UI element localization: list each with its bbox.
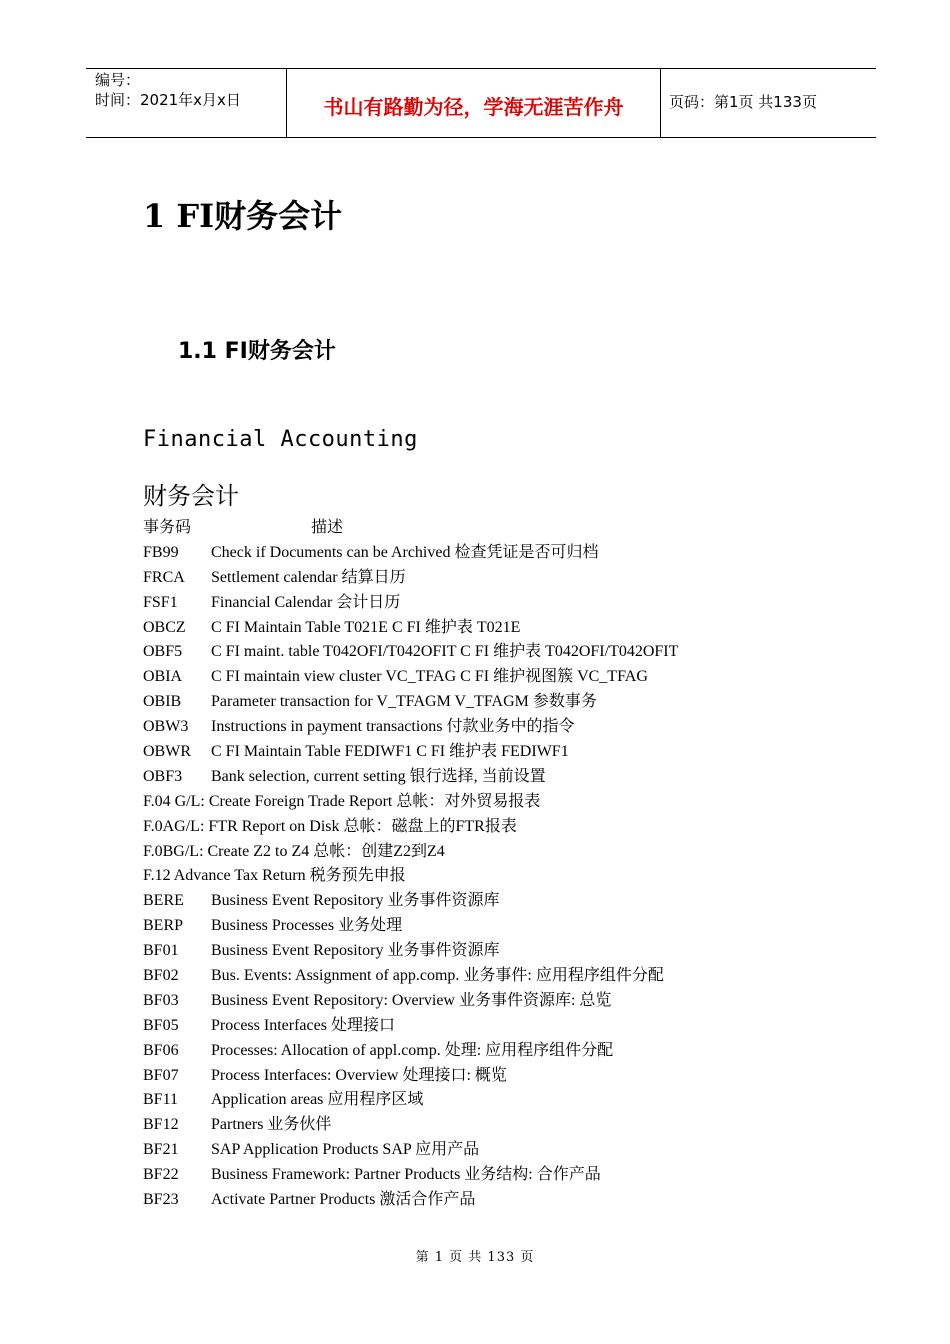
list-item xyxy=(143,566,873,591)
list-item xyxy=(143,989,873,1014)
row-desc: Financial Calendar 会计日历 xyxy=(211,593,401,611)
header-left-cell xyxy=(86,69,287,137)
list-item xyxy=(143,640,873,665)
list-item xyxy=(143,765,873,790)
list-item xyxy=(143,591,873,616)
list-item xyxy=(143,939,873,964)
row-desc: Business Event Repository: Overview 业务事件资源库: 总览 xyxy=(211,991,612,1009)
row-code: FB99 xyxy=(143,543,179,561)
row-code: OBIA xyxy=(143,668,183,686)
row-code: OBIB xyxy=(143,693,182,711)
list-item xyxy=(143,864,873,889)
header-center-cell xyxy=(287,69,661,137)
row-desc: Business Processes 业务处理 xyxy=(211,917,403,935)
list-item xyxy=(143,1064,873,1089)
row-desc: Activate Partner Products 激活合作产品 xyxy=(211,1191,476,1209)
row-desc: Partners 业务伙伴 xyxy=(211,1116,332,1134)
row-desc: SAP Application Products SAP 应用产品 xyxy=(211,1141,480,1159)
row-desc: Bank selection, current setting 银行选择, 当前设置 xyxy=(211,767,546,785)
row-code: BERP xyxy=(143,917,184,935)
row-desc: C FI Maintain Table FEDIWF1 C FI 维护表 FEDIWF1 xyxy=(211,743,569,761)
row-code: BERE xyxy=(143,892,184,910)
list-item xyxy=(143,790,873,815)
row-desc: Instructions in payment transactions 付款业务中的指令 xyxy=(211,718,575,736)
column-header-desc: 描述 xyxy=(311,519,344,536)
row-desc: Parameter transaction for V_TFAGM V_TFAGM 参数事务 xyxy=(211,693,597,711)
row-code: BF07 xyxy=(143,1066,179,1084)
list-item xyxy=(143,541,873,566)
header-right-cell xyxy=(661,69,876,137)
row-desc: Business Event Repository 业务事件资源库 xyxy=(211,892,500,910)
row-code: OBF3 xyxy=(143,767,183,785)
row-code: FRCA xyxy=(143,568,185,586)
row-code: BF01 xyxy=(143,942,179,960)
row-text: F.04 G/L: Create Foreign Trade Report 总帐：对外贸易报表 xyxy=(143,792,541,810)
page-header xyxy=(86,68,876,138)
row-desc: Bus. Events: Assignment of app.comp. 业务事件: 应用程序组件分配 xyxy=(211,967,664,985)
row-desc: C FI Maintain Table T021E C FI 维护表 T021E xyxy=(211,618,521,636)
page-footer: 第 1 页 共 133 页 xyxy=(415,1250,535,1265)
row-code: BF22 xyxy=(143,1166,179,1184)
list-item xyxy=(143,1188,873,1213)
time-label: 时间：2021年x月x日 xyxy=(95,91,241,109)
row-code: BF11 xyxy=(143,1091,178,1109)
list-item xyxy=(143,1088,873,1113)
page-info: 页码：第1页 共133页 xyxy=(669,93,817,111)
list-item xyxy=(143,616,873,641)
row-text: F.0AG/L: FTR Report on Disk 总帐：磁盘上的FTR报表 xyxy=(143,817,517,835)
row-code: BF12 xyxy=(143,1116,179,1134)
list-item xyxy=(143,1163,873,1188)
row-desc: Business Framework: Partner Products 业务结构: 合作产品 xyxy=(211,1166,601,1184)
list-item xyxy=(143,964,873,989)
transaction-list xyxy=(143,516,873,1213)
list-item xyxy=(143,1113,873,1138)
column-header-code: 事务码 xyxy=(143,519,192,536)
row-code: OBCZ xyxy=(143,618,186,636)
list-item xyxy=(143,690,873,715)
row-code: OBF5 xyxy=(143,643,183,661)
row-text: F.12 Advance Tax Return 税务预先申报 xyxy=(143,867,406,885)
section-title: 1.1 FI财务会计 xyxy=(178,339,336,364)
row-desc: Processes: Allocation of appl.comp. 处理: 应用程序组件分配 xyxy=(211,1041,614,1059)
list-item xyxy=(143,889,873,914)
list-item xyxy=(143,715,873,740)
row-desc: Check if Documents can be Archived 检查凭证是否可归档 xyxy=(211,543,599,561)
list-item xyxy=(143,740,873,765)
list-item xyxy=(143,665,873,690)
list-item xyxy=(143,1014,873,1039)
row-text: F.0BG/L: Create Z2 to Z4 总帐：创建Z2到Z4 xyxy=(143,842,445,860)
header-motto: 书山有路勤为径，学海无涯苦作舟 xyxy=(323,95,624,119)
row-code: BF21 xyxy=(143,1141,179,1159)
list-item xyxy=(143,840,873,865)
row-code: BF03 xyxy=(143,991,179,1009)
row-code: OBW3 xyxy=(143,718,189,736)
subtitle-chinese: 财务会计 xyxy=(143,482,239,510)
row-code: BF05 xyxy=(143,1016,179,1034)
row-desc: C FI maintain view cluster VC_TFAG C FI 维护视图簇 VC_TFAG xyxy=(211,668,648,686)
list-item xyxy=(143,1039,873,1064)
row-code: BF23 xyxy=(143,1191,179,1209)
number-label: 编号： xyxy=(95,71,141,89)
list-header xyxy=(143,516,873,541)
row-desc: Process Interfaces: Overview 处理接口: 概览 xyxy=(211,1066,507,1084)
row-desc: Process Interfaces 处理接口 xyxy=(211,1016,395,1034)
row-desc: C FI maint. table T042OFI/T042OFIT C FI 维护表 T042OFI/T042OFIT xyxy=(211,643,679,661)
row-desc: Business Event Repository 业务事件资源库 xyxy=(211,942,500,960)
row-code: OBWR xyxy=(143,743,191,761)
list-item xyxy=(143,1138,873,1163)
row-desc: Application areas 应用程序区域 xyxy=(211,1091,424,1109)
list-item xyxy=(143,914,873,939)
row-code: FSF1 xyxy=(143,593,178,611)
chapter-title: 1 FI财务会计 xyxy=(143,197,343,235)
row-code: BF02 xyxy=(143,967,179,985)
row-desc: Settlement calendar 结算日历 xyxy=(211,568,406,586)
list-item xyxy=(143,815,873,840)
row-code: BF06 xyxy=(143,1041,179,1059)
subtitle-english: Financial Accounting xyxy=(143,427,418,452)
